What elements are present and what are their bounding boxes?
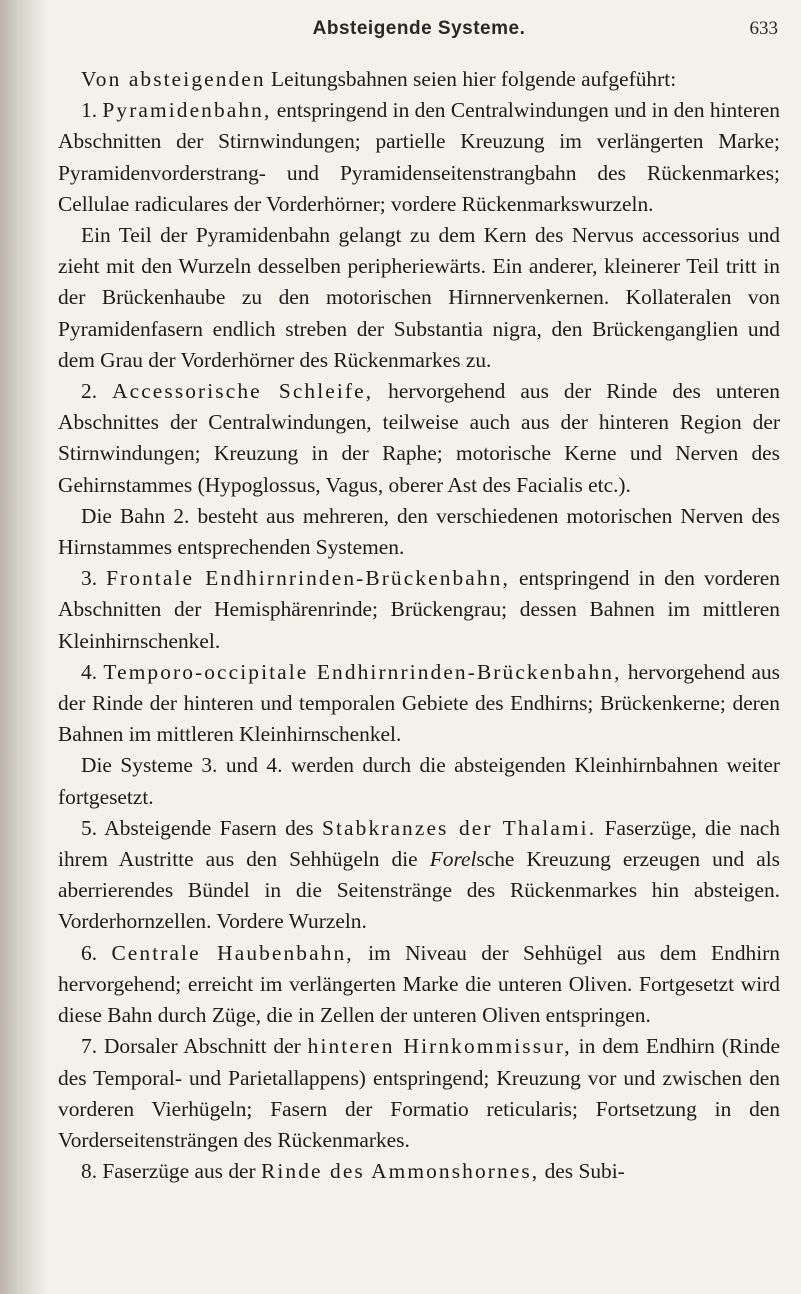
item-number: 1. <box>81 98 98 123</box>
item-term: Accessorische Schleife, <box>112 379 374 404</box>
item-lead: Dorsaler Abschnitt der <box>97 1034 308 1059</box>
item-text: Kreuzung erzeugen und als aberrierendes Bündel in die Seitenstränge des Rückenmarkes hin absteigen. Vorderhornzellen. Vordere Wurzeln. <box>58 847 780 934</box>
running-head <box>58 0 780 62</box>
intro-text: Leitungsbahnen seien hier folgende aufgeführt: <box>265 67 677 91</box>
item-number: 7. <box>81 1034 98 1059</box>
item-number: 4. <box>81 659 98 684</box>
page-number: 633 <box>749 18 778 39</box>
item-number: 5. <box>81 815 98 840</box>
item-text: entspringend in den vorderen Abschnitten der Hemisphärenrinde; Brückengrau; dessen Bahnen im mittleren Kleinhirnschenkel. <box>58 566 780 653</box>
list-item-5 <box>58 813 780 938</box>
item-lead: Faserzüge aus der <box>97 1159 261 1184</box>
list-item-6 <box>58 938 780 1032</box>
intro-spaced-phrase: Von absteigenden <box>81 67 266 91</box>
item-text: entspringend in den Centralwindungen und in den hinteren Abschnitten der Stirnwindungen; partielle Kreuzung im verlängerten Marke; Pyramidenvorderstrang- und Pyramidenseitenstrangbahn des Rückenmarkes; Cellulae radiculares der Vorderhörner; vordere Rückenmarkswurzeln. <box>58 98 780 216</box>
body-text <box>58 64 780 1187</box>
item-text: hervorgehend aus der Rinde des unteren Abschnittes der Centralwindungen, teilweise auch aus der hinteren Region der Stirnwindungen; Kreuzung in der Raphe; motorische Kerne und Nerven des Gehirnstammes (Hypoglossus, Vagus, oberer Ast des Facialis etc.). <box>58 379 780 497</box>
paragraph-systems-3-4: Die Systeme 3. und 4. werden durch die absteigenden Kleinhirnbahnen weiter fortgesetzt. <box>58 753 780 809</box>
paragraph-pyramid-collaterals: Ein Teil der Pyramidenbahn gelangt zu dem Kern des Nervus accessorius und zieht mit den Wurzeln desselben peripheriewärts. Ein anderer, kleinerer Teil tritt in der Brückenhaube zu den motorischen Hirnnervenkernen. Kollateralen von Pyramidenfasern endlich streben der Substantia nigra, den Brückenganglien und dem Grau der Vorderhörner des Rückenmarkes zu. <box>58 223 780 372</box>
item-number: 6. <box>81 940 98 965</box>
item-term: Centrale Haubenbahn, <box>111 940 354 965</box>
list-item-7 <box>58 1031 780 1156</box>
item-number: 8. <box>81 1159 98 1184</box>
list-item-1 <box>58 95 780 220</box>
item-text: des Subi- <box>539 1159 625 1184</box>
item-term: Frontale Endhirnrinden-Brückenbahn, <box>106 566 510 591</box>
list-item-4 <box>58 657 780 751</box>
item-text: hervorgehend aus der Rinde der hinteren und temporalen Gebiete des Endhirns; Brückenkerne; deren Bahnen im mittleren Kleinhirnschenkel. <box>58 659 780 747</box>
item-lead: Absteigende Fasern des <box>97 815 323 840</box>
author-name-suffix: sche <box>476 847 515 872</box>
item-term: Stabkranzes der Thalami. <box>322 815 597 840</box>
item-term: Pyramidenbahn, <box>102 98 272 123</box>
item-text: in dem Endhirn (Rinde des Temporal- und Parietallappens) entspringend; Kreuzung vor und zwischen den vorderen Vierhügeln; Fasern der Formatio reticularis; Fortsetzung in den Vorderseitensträngen des Rückenmarkes. <box>58 1034 780 1152</box>
item-number: 3. <box>81 566 98 591</box>
paragraph-bahn-2: Die Bahn 2. besteht aus mehreren, den verschiedenen motorischen Nerven des Hirnstammes entsprechenden Systemen. <box>58 503 780 560</box>
item-text: im Niveau der Sehhügel aus dem Endhirn hervorgehend; erreicht im verlängerten Marke die unteren Oliven. Fortgesetzt wird diese Bahn durch Züge, die in Zellen der unteren Oliven entspringen. <box>58 940 780 1028</box>
author-name-forel: Forel <box>429 847 477 872</box>
running-title: Absteigende Systeme. <box>312 18 526 39</box>
list-item-8 <box>58 1156 780 1187</box>
book-page <box>58 0 780 1294</box>
item-text-before-name: Faserzüge, die nach ihrem Austritte aus den Sehhügeln die <box>58 815 780 872</box>
page-gutter-shadow <box>0 0 48 1294</box>
intro-paragraph <box>58 64 780 95</box>
list-item-3 <box>58 563 780 657</box>
item-term: Rinde des Ammonshornes, <box>260 1159 540 1184</box>
item-term: hinteren Hirnkommissur, <box>307 1034 572 1059</box>
item-number: 2. <box>81 379 98 404</box>
list-item-2 <box>58 376 780 501</box>
item-term: Temporo-occipitale Endhirnrinden-Brückenbahn, <box>103 659 622 684</box>
